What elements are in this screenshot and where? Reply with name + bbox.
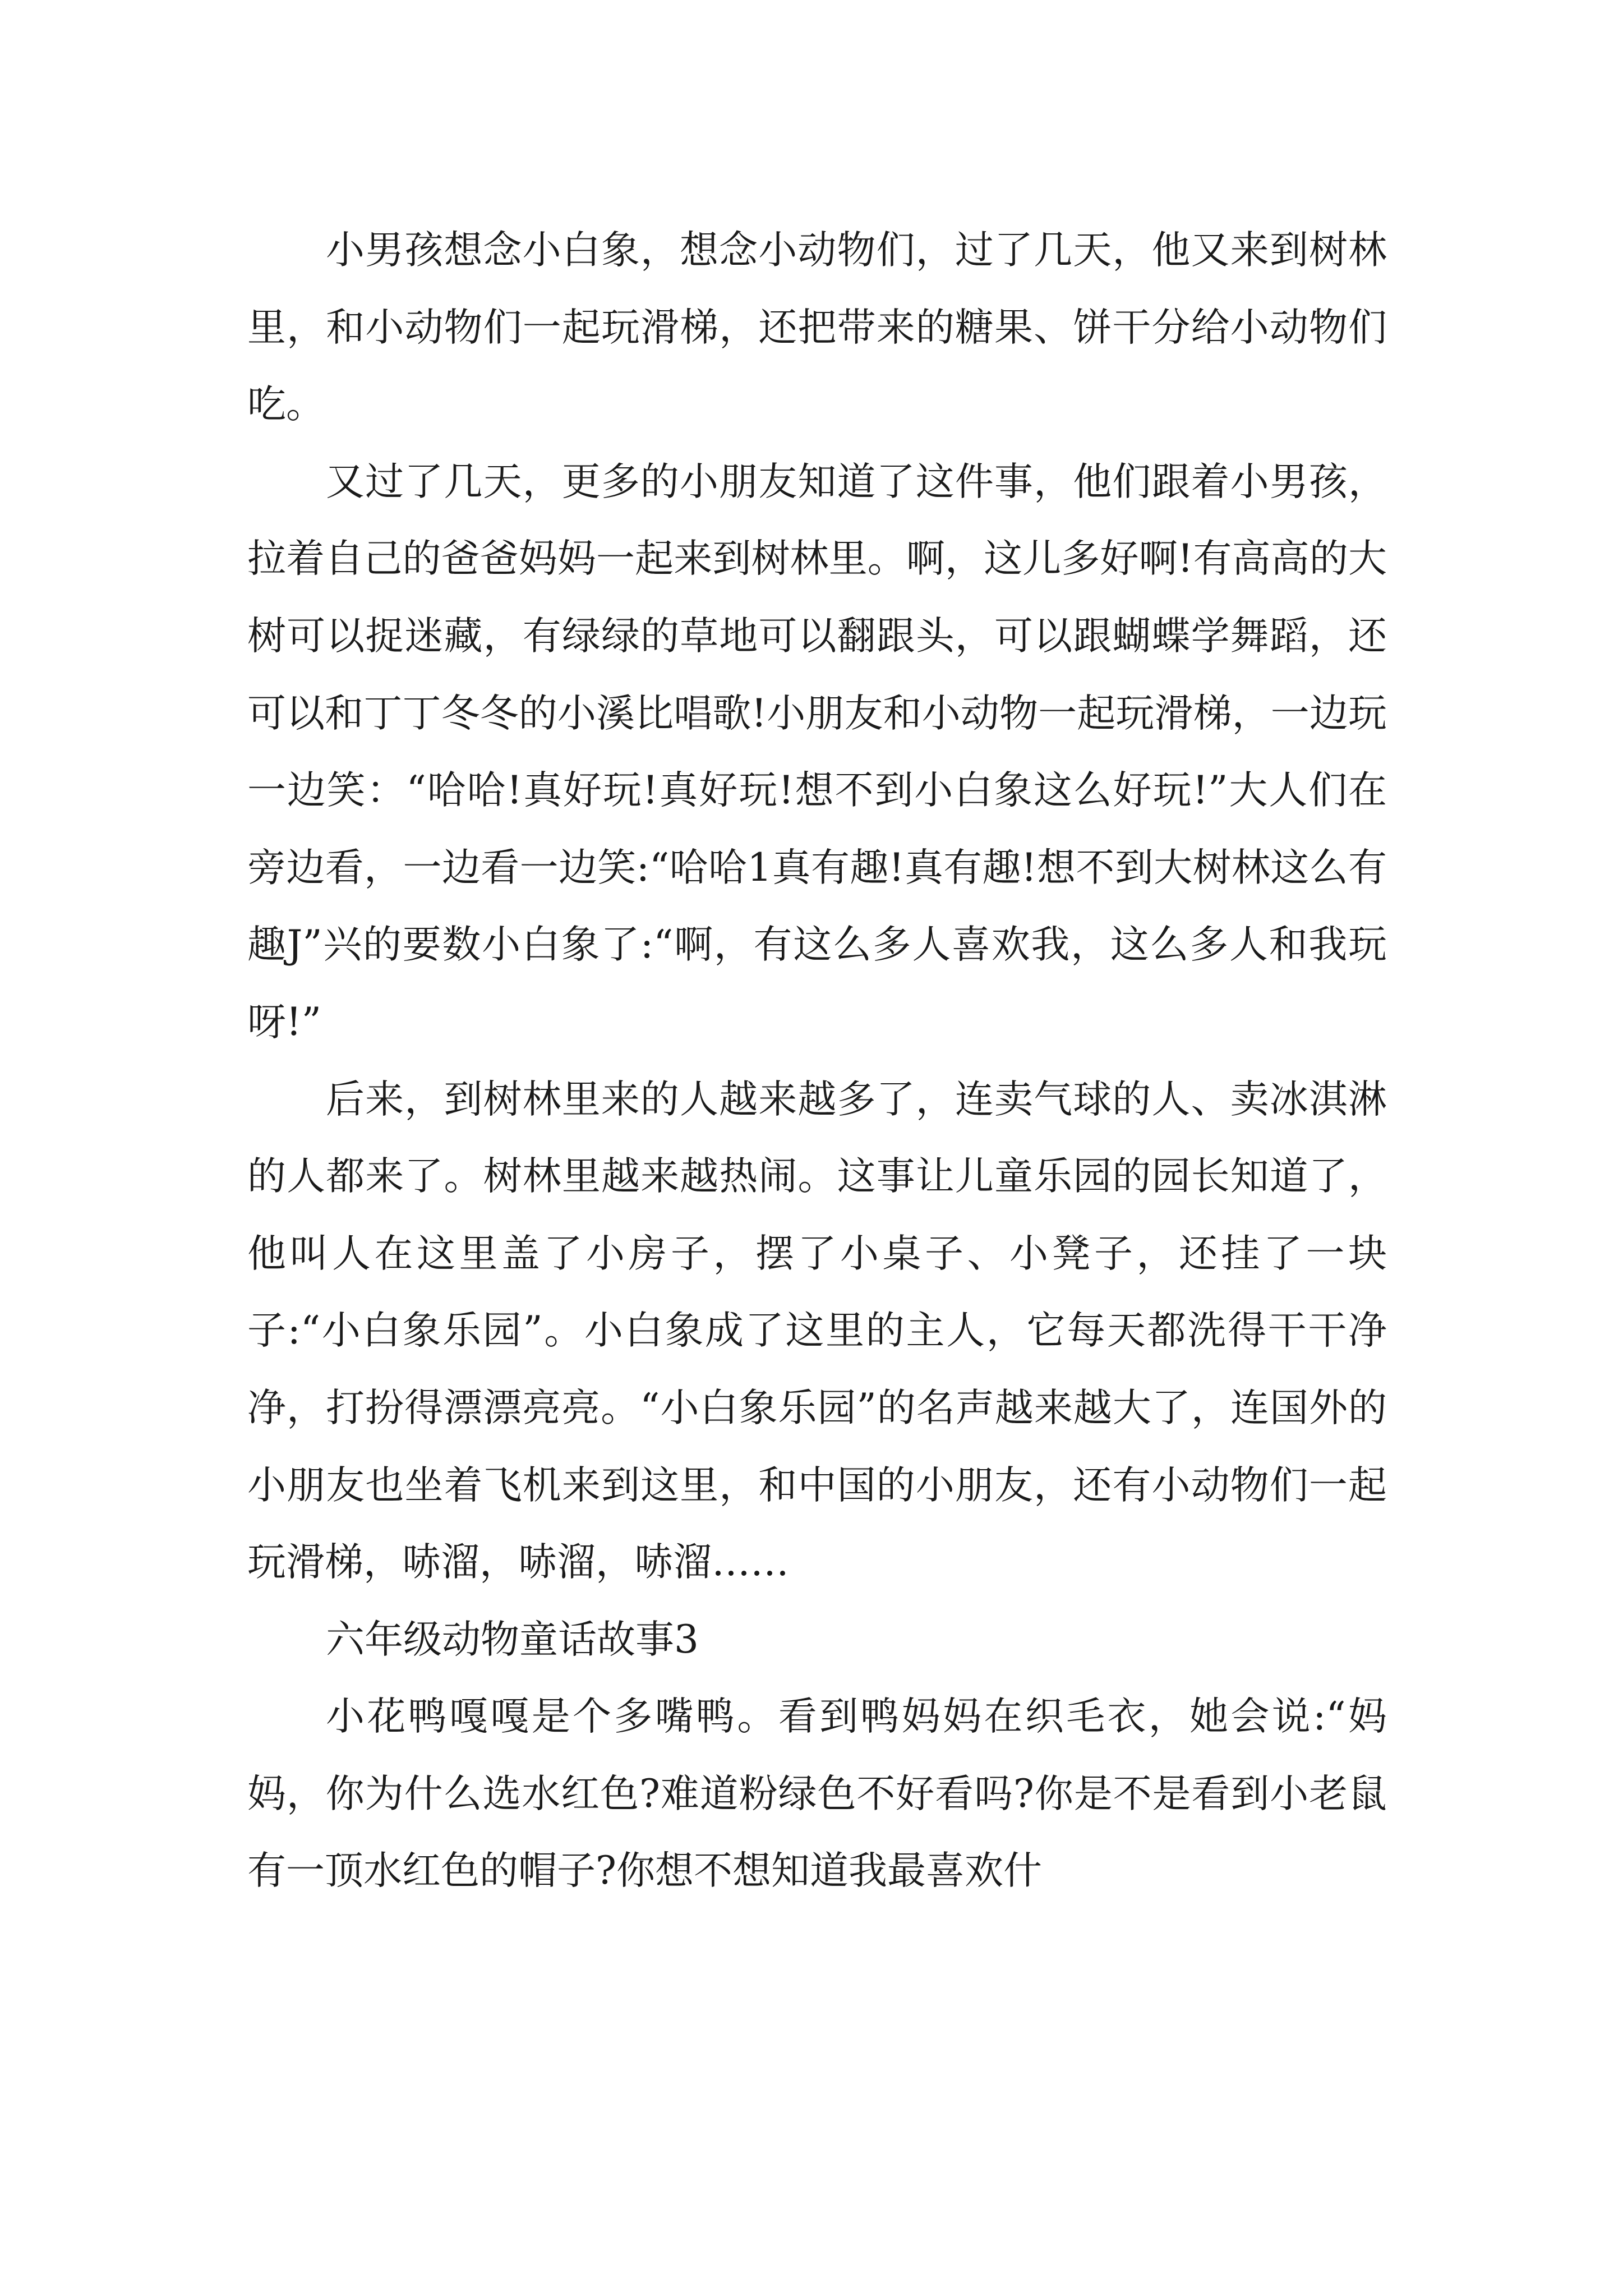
paragraph-4: 小花鸭嘎嘎是个多嘴鸭。看到鸭妈妈在织毛衣，她会说:“妈妈，你为什么选水红色?难道粉绿色不好看吗?你是不是看到小老鼠有一顶水红色的帽子?你想不想知道我最喜欢什 xyxy=(247,1694,1387,1894)
paragraph-1: 小男孩想念小白象，想念小动物们，过了几天，他又来到树林里，和小动物们一起玩滑梯，还把带来的糖果、饼干分给小动物们吃。 xyxy=(247,228,1387,427)
paragraph-2: 又过了几天，更多的小朋友知道了这件事，他们跟着小男孩，拉着自己的爸爸妈妈一起来到树林里。啊，这儿多好啊!有高高的大树可以捉迷藏，有绿绿的草地可以翻跟头，可以跟蝴蝶学舞蹈，还可以和丁丁冬冬的小溪比唱歌!小朋友和小动物一起玩滑梯，一边玩一边笑：“哈哈!真好玩!真好玩!想不到小白象这么好玩!”大人们在旁边看，一边看一边笑:“哈哈1真有趣!真有趣!想不到大树林这么有趣J”兴的要数小白象了:“啊，有这么多人喜欢我，这么多人和我玩呀!” xyxy=(247,459,1387,1045)
paragraph-3: 后来，到树林里来的人越来越多了，连卖气球的人、卖冰淇淋的人都来了。树林里越来越热闹。这事让儿童乐园的园长知道了，他叫人在这里盖了小房子，摆了小桌子、小凳子，还挂了一块子:“小白象乐园”。小白象成了这里的主人，它每天都洗得干干净净，打扮得漂漂亮亮。“小白象乐园”的名声越来越大了，连国外的小朋友也坐着飞机来到这里，和中国的小朋友，还有小动物们一起玩滑梯，哧溜，哧溜，哧溜…… xyxy=(247,1076,1387,1585)
document-body xyxy=(247,212,1387,1910)
section-heading: 六年级动物童话故事3 xyxy=(326,1617,699,1662)
